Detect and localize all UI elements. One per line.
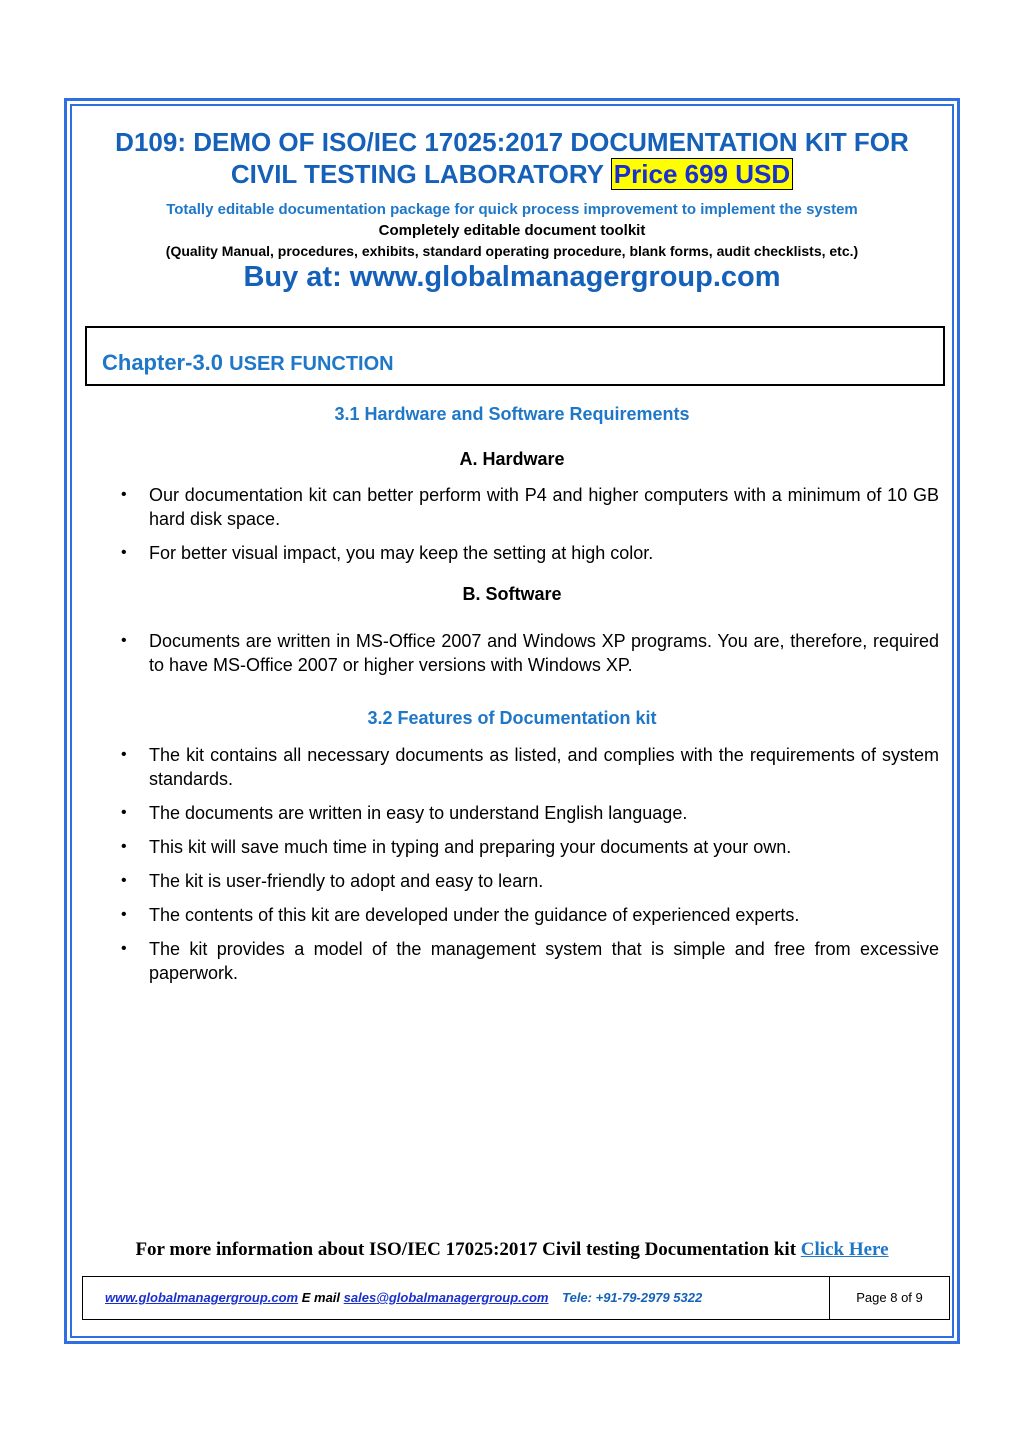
page-border	[64, 98, 960, 1344]
more-info-text: For more information about ISO/IEC 17025:2017 Civil testing Documentation kit	[135, 1239, 797, 1260]
hardware-heading: A. Hardware	[459, 449, 565, 469]
features-list	[119, 743, 939, 995]
document-title	[72, 126, 952, 190]
buy-at-link[interactable]: Buy at: www.globalmanagergroup.com	[243, 261, 781, 293]
title-line-2	[72, 158, 952, 190]
page-border-inner	[70, 104, 954, 1338]
section-3-2-heading: 3.2 Features of Documentation kit	[367, 708, 657, 728]
list-item: • The contents of this kit are developed under the guidance of experienced experts.	[119, 903, 939, 927]
chapter-title: USER FUNCTION	[229, 353, 394, 375]
footer-contact	[105, 1290, 702, 1305]
title-line-1: D109: DEMO OF ISO/IEC 17025:2017 DOCUMENTATION KIT FOR	[115, 127, 909, 157]
page-footer	[82, 1276, 950, 1320]
list-item: • The kit provides a model of the management system that is simple and free from excessive paperwork.	[119, 937, 939, 985]
footer-website-link[interactable]: www.globalmanagergroup.com	[105, 1290, 299, 1305]
software-list	[119, 629, 939, 687]
list-item: • Our documentation kit can better perform with P4 and higher computers with a minimum of 10 GB hard disk space.	[119, 483, 939, 531]
subtitle-contents: (Quality Manual, procedures, exhibits, standard operating procedure, blank forms, audit checklists, etc.)	[165, 243, 859, 259]
price-badge: Price 699 USD	[611, 158, 793, 190]
hardware-list	[119, 483, 939, 575]
click-here-link[interactable]: Click Here	[800, 1239, 889, 1260]
footer-email-link[interactable]: sales@globalmanagergroup.com	[343, 1290, 549, 1305]
list-item: • This kit will save much time in typing and preparing your documents at your own.	[119, 835, 939, 859]
footer-telephone: Tele: +91-79-2979 5322	[562, 1290, 703, 1305]
chapter-number: Chapter-3.0	[102, 350, 224, 375]
footer-email-label: E mail	[301, 1290, 341, 1305]
more-info-line	[72, 1239, 952, 1261]
subtitle-editable-package: Totally editable documentation package for quick process improvement to implement the system	[166, 201, 858, 218]
list-item: • For better visual impact, you may keep the setting at high color.	[119, 541, 939, 565]
subtitle-toolkit: Completely editable document toolkit	[378, 222, 646, 239]
list-item: • The kit is user-friendly to adopt and easy to learn.	[119, 869, 939, 893]
software-heading: B. Software	[462, 584, 562, 604]
chapter-heading-box	[85, 326, 945, 386]
title-line-2-text: CIVIL TESTING LABORATORY	[230, 159, 604, 189]
list-item: • The kit contains all necessary documents as listed, and complies with the requirements of system standards.	[119, 743, 939, 791]
list-item: • The documents are written in easy to understand English language.	[119, 801, 939, 825]
chapter-heading	[102, 350, 394, 376]
list-item: • Documents are written in MS-Office 2007 and Windows XP programs. You are, therefore, required to have MS-Office 2007 or higher versions with Windows XP.	[119, 629, 939, 677]
page-number: Page 8 of 9	[829, 1277, 949, 1319]
section-3-1-heading: 3.1 Hardware and Software Requirements	[334, 404, 690, 424]
